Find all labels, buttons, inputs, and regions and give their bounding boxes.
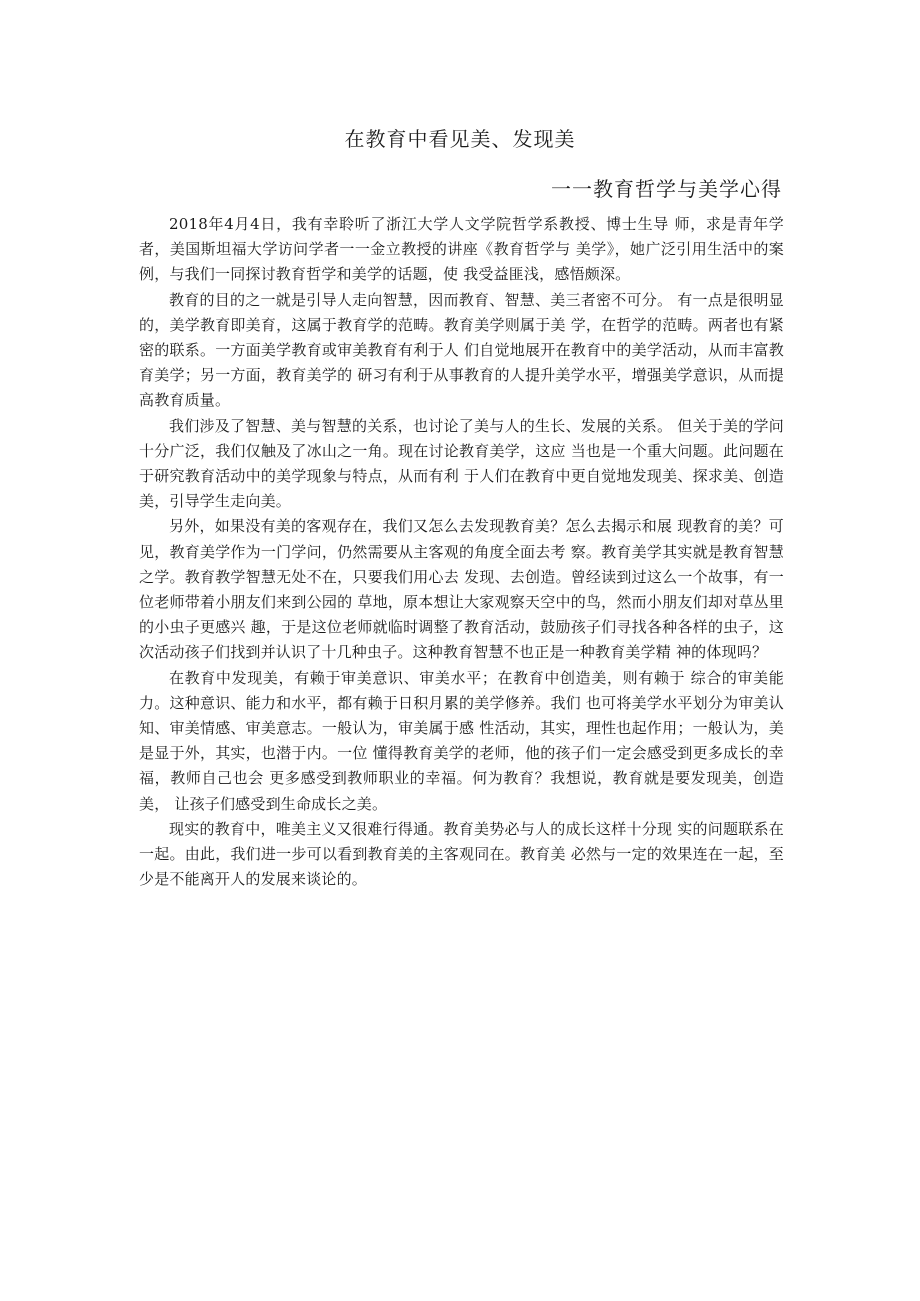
paragraph: 我们涉及了智慧、美与智慧的关系，也讨论了美与人的生长、发展的关系。 但关于美的学问十分广泛，我们仅触及了冰山之一角。现在讨论教育美学，这应 当也是一个重大问题。此问题在于研究教育活动中的美学现象与特点，从而有利 于人们在教育中更自觉地发现美、探求美、创造美，引导学生走向美。: [139, 416, 784, 511]
paragraph: 教育的目的之一就是引导人走向智慧，因而教育、智慧、美三者密不可分。 有一点是很明显的，美学教育即美育，这属于教育学的范畴。教育美学则属于美 学，在哲学的范畴。两者也有紧密的联系。一方面美学教育或审美教育有利于人 们自觉地展开在教育中的美学活动，从而丰富教育美学；另一方面，教育美学的 研习有利于从事教育的人提升美学水平，增强美学意识，从而提高教育质量。: [139, 290, 784, 410]
paragraph: 现实的教育中，唯美主义又很难行得通。教育美势必与人的成长这样十分现 实的问题联系在一起。由此，我们进一步可以看到教育美的主客观同在。教育美 必然与一定的效果连在一起，至少是不能离开人的发展来谈论的。: [139, 819, 784, 889]
paragraph: 另外，如果没有美的客观存在，我们又怎么去发现教育美？怎么去揭示和展 现教育的美？可见，教育美学作为一门学问，仍然需要从主客观的角度全面去考 察。教育美学其实就是教育智慧之学。教育教学智慧无处不在，只要我们用心去 发现、去创造。曾经读到过这么一个故事，有一位老师带着小朋友们来到公园的 草地，原本想让大家观察天空中的鸟，然而小朋友们却对草丛里的小虫子更感兴 趣，于是这位老师就临时调整了教育活动，鼓励孩子们寻找各种各样的虫子，这 次活动孩子们找到并认识了十几种虫子。这种教育智慧不也正是一种教育美学精 神的体现吗？: [139, 517, 784, 662]
document-body: [139, 212, 784, 892]
document-title: 在教育中看见美、发现美: [344, 127, 576, 151]
paragraph: 2018年4月4日，我有幸聆听了浙江大学人文学院哲学系教授、博士生导 师，求是青年学者，美国斯坦福大学访问学者一一金立教授的讲座《教育哲学与 美学》，她广泛引用生活中的案例，与我们一同探讨教育哲学和美学的话题，使 我受益匪浅，感悟颇深。: [139, 215, 784, 284]
paragraph: 在教育中发现美，有赖于审美意识、审美水平；在教育中创造美，则有赖于 综合的审美能力。这种意识、能力和水平，都有赖于日积月累的美学修养。我们 也可将美学水平划分为审美认知、审美情感、审美意志。一般认为，审美属于感 性活动，其实，理性也起作用；一般认为，美是显于外，其实，也潜于内。一位 懂得教育美学的老师，他的孩子们一定会感受到更多成长的幸福，教师自己也会 更多感受到教师职业的幸福。何为教育？我想说，教育就是要发现美，创造美， 让孩子们感受到生命成长之美。: [139, 668, 784, 813]
document-subtitle: 一一教育哲学与美学心得: [551, 177, 782, 201]
